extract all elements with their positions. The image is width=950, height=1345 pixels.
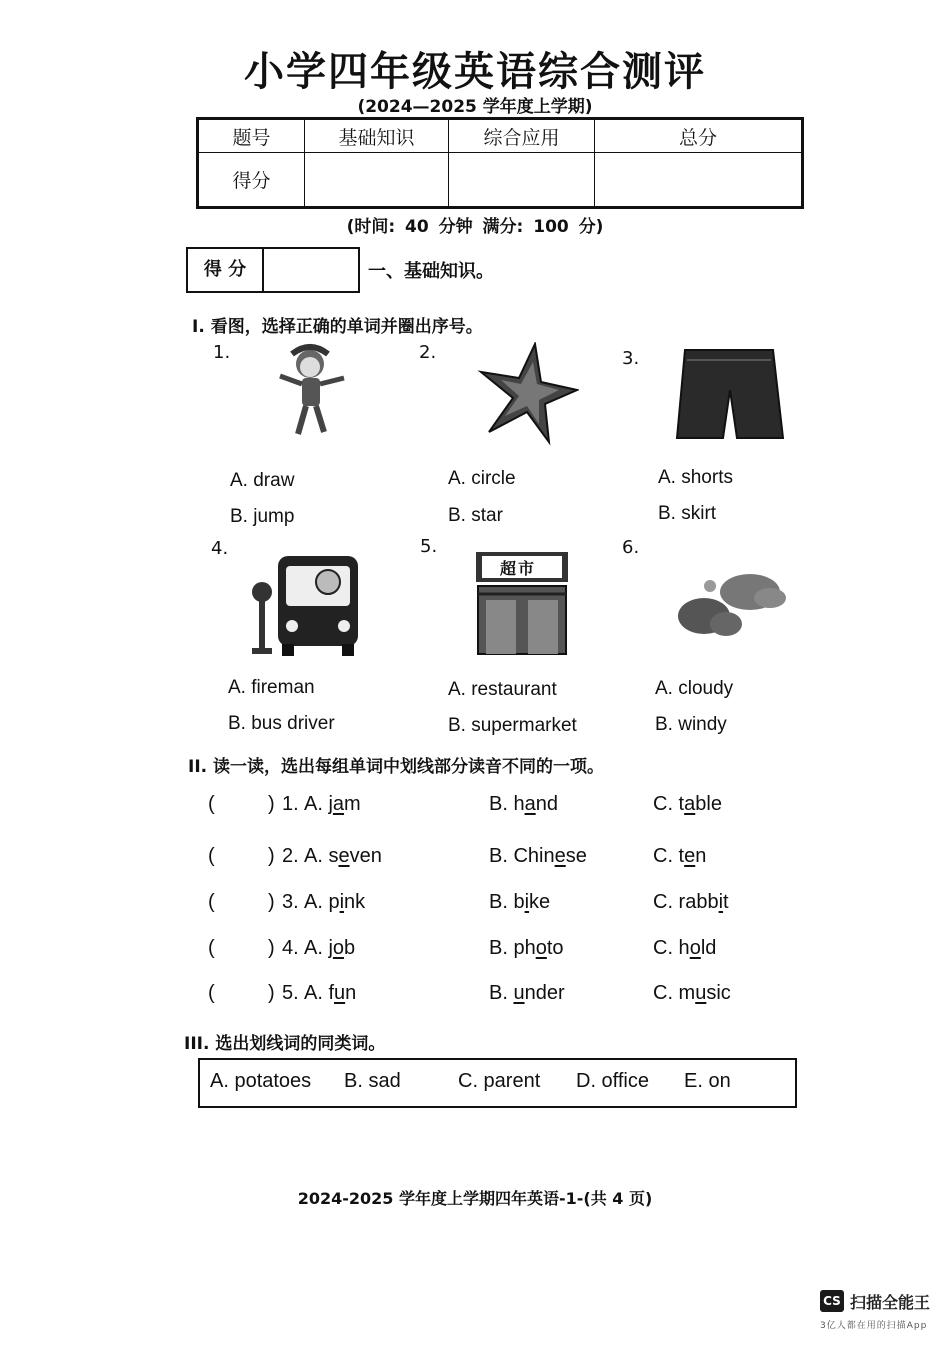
item-option-a[interactable]: A. restaurant — [448, 679, 557, 700]
row-number: 1. — [282, 793, 299, 815]
section-title: 一、基础知识。 — [368, 261, 494, 282]
item-number: 4. — [211, 538, 229, 559]
row-number: 2. — [282, 845, 299, 867]
option-b: B. bike — [489, 891, 551, 913]
answer-paren-close: ) — [268, 845, 275, 867]
row-number: 4. — [282, 937, 299, 959]
item-number: 2. — [419, 342, 437, 363]
word-bank-box — [198, 1058, 797, 1108]
score-cell-applied — [449, 153, 595, 208]
score-cell-basic — [305, 153, 449, 208]
answer-paren-open[interactable]: ( — [208, 845, 215, 867]
option-c: C. table — [653, 793, 722, 815]
phonics-row — [0, 793, 950, 823]
bus-driver-icon — [248, 552, 363, 660]
score-table — [196, 117, 804, 209]
answer-paren-open[interactable]: ( — [208, 793, 215, 815]
option-a: A. pink — [304, 891, 366, 913]
word-bank-option: D. office — [576, 1070, 649, 1092]
option-a: A. job — [304, 937, 356, 959]
row-number: 3. — [282, 891, 299, 913]
item-option-b[interactable]: B. supermarket — [448, 715, 577, 736]
part3-heading: III. 选出划线词的同类词。 — [184, 1034, 386, 1054]
option-b: B. hand — [489, 793, 558, 815]
answer-paren-close: ) — [268, 793, 275, 815]
item-number: 5. — [420, 536, 438, 557]
answer-paren-close: ) — [268, 891, 275, 913]
exam-subtitle: (2024—2025 学年度上学期) — [357, 97, 593, 117]
scanner-tagline: 3亿人都在用的扫描App — [820, 1321, 928, 1331]
section-score-label: 得 分 — [188, 249, 264, 291]
item-option-a[interactable]: A. circle — [448, 468, 516, 489]
supermarket-sign: 超市 — [500, 559, 537, 578]
item-option-a[interactable]: A. fireman — [228, 677, 315, 698]
word-bank-option: B. sad — [344, 1070, 401, 1092]
scanner-app-name: 扫描全能王 — [850, 1293, 931, 1312]
item-option-b[interactable]: B. jump — [230, 506, 295, 527]
scanner-logo: CS — [820, 1290, 844, 1312]
option-a: A. seven — [304, 845, 382, 867]
phonics-row — [0, 937, 950, 967]
section-score-box — [186, 247, 360, 293]
item-number: 6. — [622, 537, 640, 558]
exam-title: 小学四年级英语综合测评 — [244, 48, 706, 95]
starfish-icon — [475, 342, 579, 446]
word-bank-option: E. on — [684, 1070, 731, 1092]
answer-paren-close: ) — [268, 982, 275, 1004]
answer-paren-open[interactable]: ( — [208, 891, 215, 913]
score-header-applied: 综合应用 — [449, 119, 595, 153]
item-number: 3. — [622, 348, 640, 369]
jumping-girl-icon — [270, 342, 360, 444]
page-footer: 2024-2025 学年度上学期四年英语-1-(共 4 页) — [297, 1189, 653, 1208]
score-header-total: 总分 — [595, 119, 803, 153]
phonics-row — [0, 982, 950, 1012]
option-c: C. music — [653, 982, 731, 1004]
score-cell-total — [595, 153, 803, 208]
option-b: B. Chinese — [489, 845, 587, 867]
part2-heading: II. 读一读，选出每组单词中划线部分读音不同的一项。 — [188, 757, 605, 777]
item-option-a[interactable]: A. cloudy — [655, 678, 734, 699]
item-number: 1. — [213, 342, 231, 363]
word-bank-option: C. parent — [458, 1070, 541, 1092]
option-b: B. under — [489, 982, 565, 1004]
shorts-icon — [675, 346, 785, 446]
option-c: C. rabbit — [653, 891, 729, 913]
answer-paren-open[interactable]: ( — [208, 937, 215, 959]
score-row-label: 得分 — [198, 153, 305, 208]
answer-paren-close: ) — [268, 937, 275, 959]
row-number: 5. — [282, 982, 299, 1004]
option-c: C. hold — [653, 937, 717, 959]
phonics-row — [0, 891, 950, 921]
phonics-row — [0, 845, 950, 875]
word-bank-option: A. potatoes — [210, 1070, 312, 1092]
option-c: C. ten — [653, 845, 707, 867]
item-option-b[interactable]: B. star — [448, 505, 503, 526]
option-a: A. fun — [304, 982, 357, 1004]
option-a: A. jam — [304, 793, 361, 815]
cloud-icon — [670, 566, 788, 642]
item-option-a[interactable]: A. draw — [230, 470, 295, 491]
item-option-b[interactable]: B. skirt — [658, 503, 717, 524]
option-b: B. photo — [489, 937, 564, 959]
item-option-b[interactable]: B. bus driver — [228, 713, 335, 734]
answer-paren-open[interactable]: ( — [208, 982, 215, 1004]
part1-heading: I. 看图，选择正确的单词并圈出序号。 — [192, 317, 483, 337]
time-and-score-info: (时间: 40 分钟 满分: 100 分) — [346, 217, 604, 237]
item-option-b[interactable]: B. windy — [655, 714, 727, 735]
item-option-a[interactable]: A. shorts — [658, 467, 733, 488]
score-header-number: 题号 — [198, 119, 305, 153]
score-header-basic: 基础知识 — [305, 119, 449, 153]
